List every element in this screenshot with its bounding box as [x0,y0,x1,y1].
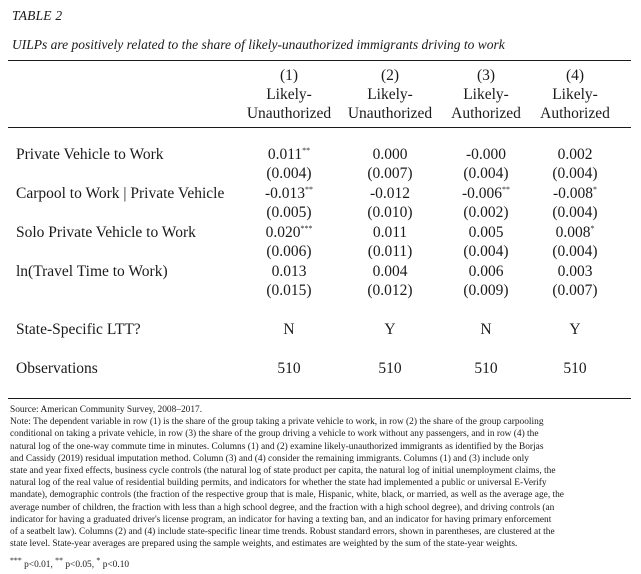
standard-error-cell: (0.002) [463,204,509,221]
significance-stars: *** [300,224,313,233]
star-threshold: p<0.10 [100,560,130,571]
row-label: Private Vehicle to Work [16,146,164,163]
standard-error-cell: (0.004) [463,165,509,182]
standard-error-cell: (0.009) [463,282,509,299]
note-line: average number of children, the fraction with less than a high school degree, and the fraction with a high school degree), and driving controls (an [10,502,555,513]
standard-error-cell: (0.011) [367,243,413,260]
coefficient-value: 0.006 [468,263,504,280]
significance-stars: * [590,224,595,233]
column-number: (1) [279,67,299,84]
table-notes [10,404,632,550]
bottom-rule [8,398,631,399]
coefficient-cell [535,224,615,242]
coefficient-value: 0.000 [372,146,408,163]
standard-error-cell: (0.006) [266,243,312,260]
significance-stars: ** [302,146,311,155]
coefficient-cell [446,185,526,203]
observations-cell: 510 [474,360,498,377]
column-number: (4) [565,67,585,84]
source-note: Source: American Community Survey, 2008–2017. [10,405,203,415]
column-group-line1: Likely- [367,86,413,103]
coefficient-cell [446,146,526,164]
note-line: indicator for having a graduated driver's license program, an indicator for having a texting ban, and an indicator for having primary enforcement [10,514,552,525]
coefficient-value: 0.013 [271,263,307,280]
note-line: conditional on taking a private vehicle, in row (3) the share of the group driving a vehicle to work without any passengers, and in row (4) the [10,429,539,440]
column-group-line2: Unauthorized [347,105,433,122]
coefficient-cell [249,185,329,203]
standard-error-cell: (0.004) [552,204,598,221]
column-header-3 [436,66,536,123]
column-header-2 [340,66,440,123]
note-line: state level. State-year averages are prepared using the sample weights, and estimates are weighted by the sum of the state-year weights. [10,539,518,550]
coefficient-cell [535,263,615,281]
standard-error-cell: (0.010) [367,204,413,221]
coefficient-value: 0.011 [267,146,303,163]
note-line: state and year fixed effects, business cycle controls (the natural log of state product per capita, the natural log of initial unemployment claims, the [10,466,556,477]
top-rule [8,60,631,61]
coefficient-cell [446,224,526,242]
coefficient-value: 0.005 [468,224,504,241]
standard-error-cell: (0.004) [552,243,598,260]
table-label: TABLE 2 [12,8,63,23]
coefficient-cell [249,263,329,281]
star-threshold: p<0.05, [63,560,97,571]
column-number: (3) [476,67,496,84]
note-text [10,416,632,550]
coefficient-cell [350,146,430,164]
significance-stars: ** [502,185,511,194]
row-label: Carpool to Work | Private Vehicle [16,185,225,202]
column-header-4 [525,66,625,123]
coefficient-value: 0.011 [372,224,408,241]
standard-error-cell: (0.015) [266,282,312,299]
state-ltt-cell: Y [384,321,396,338]
coefficient-value: 0.002 [557,146,593,163]
coefficient-value: -0.000 [465,146,507,163]
column-group-line2: Unauthorized [246,105,332,122]
row-label: Solo Private Vehicle to Work [16,224,196,241]
coefficient-value: -0.012 [369,185,411,202]
coefficient-cell [446,263,526,281]
standard-error-cell: (0.004) [266,165,312,182]
state-ltt-label: State-Specific LTT? [16,321,141,338]
significance-stars: ** [305,185,314,194]
significance-legend [10,556,129,570]
observations-cell: 510 [563,360,587,377]
significance-stars: * [593,185,598,194]
row-label: ln(Travel Time to Work) [16,263,168,280]
coefficient-cell [350,185,430,203]
observations-cell: 510 [378,360,402,377]
note-line: mandate), demographic controls (the fraction of the respective group that is male, Hispanic, white, black, or married, as well as the average age, the [10,490,564,501]
star-symbol: *** [10,556,22,565]
standard-error-cell: (0.007) [367,165,413,182]
star-symbol: ** [55,556,63,565]
coefficient-value: 0.004 [372,263,408,280]
note-line: natural log of the one-way commute time in minutes. Columns (1) and (2) examine likely-unauthorized immigrants as identified by the Borjas [10,441,544,452]
note-line: natural log of the real value of residential building permits, and indicators for whether the state had implemented a public or universal E-Verify [10,478,547,489]
standard-error-cell: (0.004) [552,165,598,182]
state-ltt-cell: N [283,321,295,338]
note-line: Note: The dependent variable in row (1) is the share of the group taking a private vehicle to work, in row (2) the share of the group carpooling [10,417,544,428]
state-ltt-cell: Y [569,321,581,338]
note-line: of a seatbelt law). Columns (2) and (4) include state-specific linear time trends. Robust standard errors, shown in parentheses, are clustered at the [10,527,555,538]
star-symbol: * [96,556,101,565]
state-ltt-cell: N [480,321,492,338]
star-threshold: p<0.01, [21,560,56,571]
observations-label: Observations [16,360,98,377]
coefficient-value: -0.013 [264,185,306,202]
standard-error-cell: (0.012) [367,282,413,299]
coefficient-value: -0.006 [461,185,503,202]
coefficient-cell [535,146,615,164]
column-header-1 [239,66,339,123]
coefficient-cell [350,224,430,242]
column-group-line2: Authorized [451,105,521,122]
coefficient-cell [350,263,430,281]
coefficient-cell [535,185,615,203]
column-group-line1: Likely- [552,86,598,103]
table-title: UILPs are positively related to the share of likely-unauthorized immigrants driving to work [12,37,505,52]
column-group-line1: Likely- [463,86,509,103]
coefficient-value: -0.008 [552,185,594,202]
coefficient-cell [249,146,329,164]
header-rule [8,127,631,128]
coefficient-value: 0.003 [557,263,593,280]
column-group-line2: Authorized [540,105,610,122]
note-line: and Cassidy (2019) residual imputation method. Column (3) and (4) consider the remaining immigrants. Columns (1) and (3) include only [10,453,529,464]
column-number: (2) [380,67,400,84]
column-group-line1: Likely- [266,86,312,103]
standard-error-cell: (0.004) [463,243,509,260]
coefficient-cell [249,224,329,242]
coefficient-value: 0.020 [265,224,301,241]
observations-cell: 510 [277,360,301,377]
standard-error-cell: (0.007) [552,282,598,299]
coefficient-value: 0.008 [555,224,591,241]
standard-error-cell: (0.005) [266,204,312,221]
